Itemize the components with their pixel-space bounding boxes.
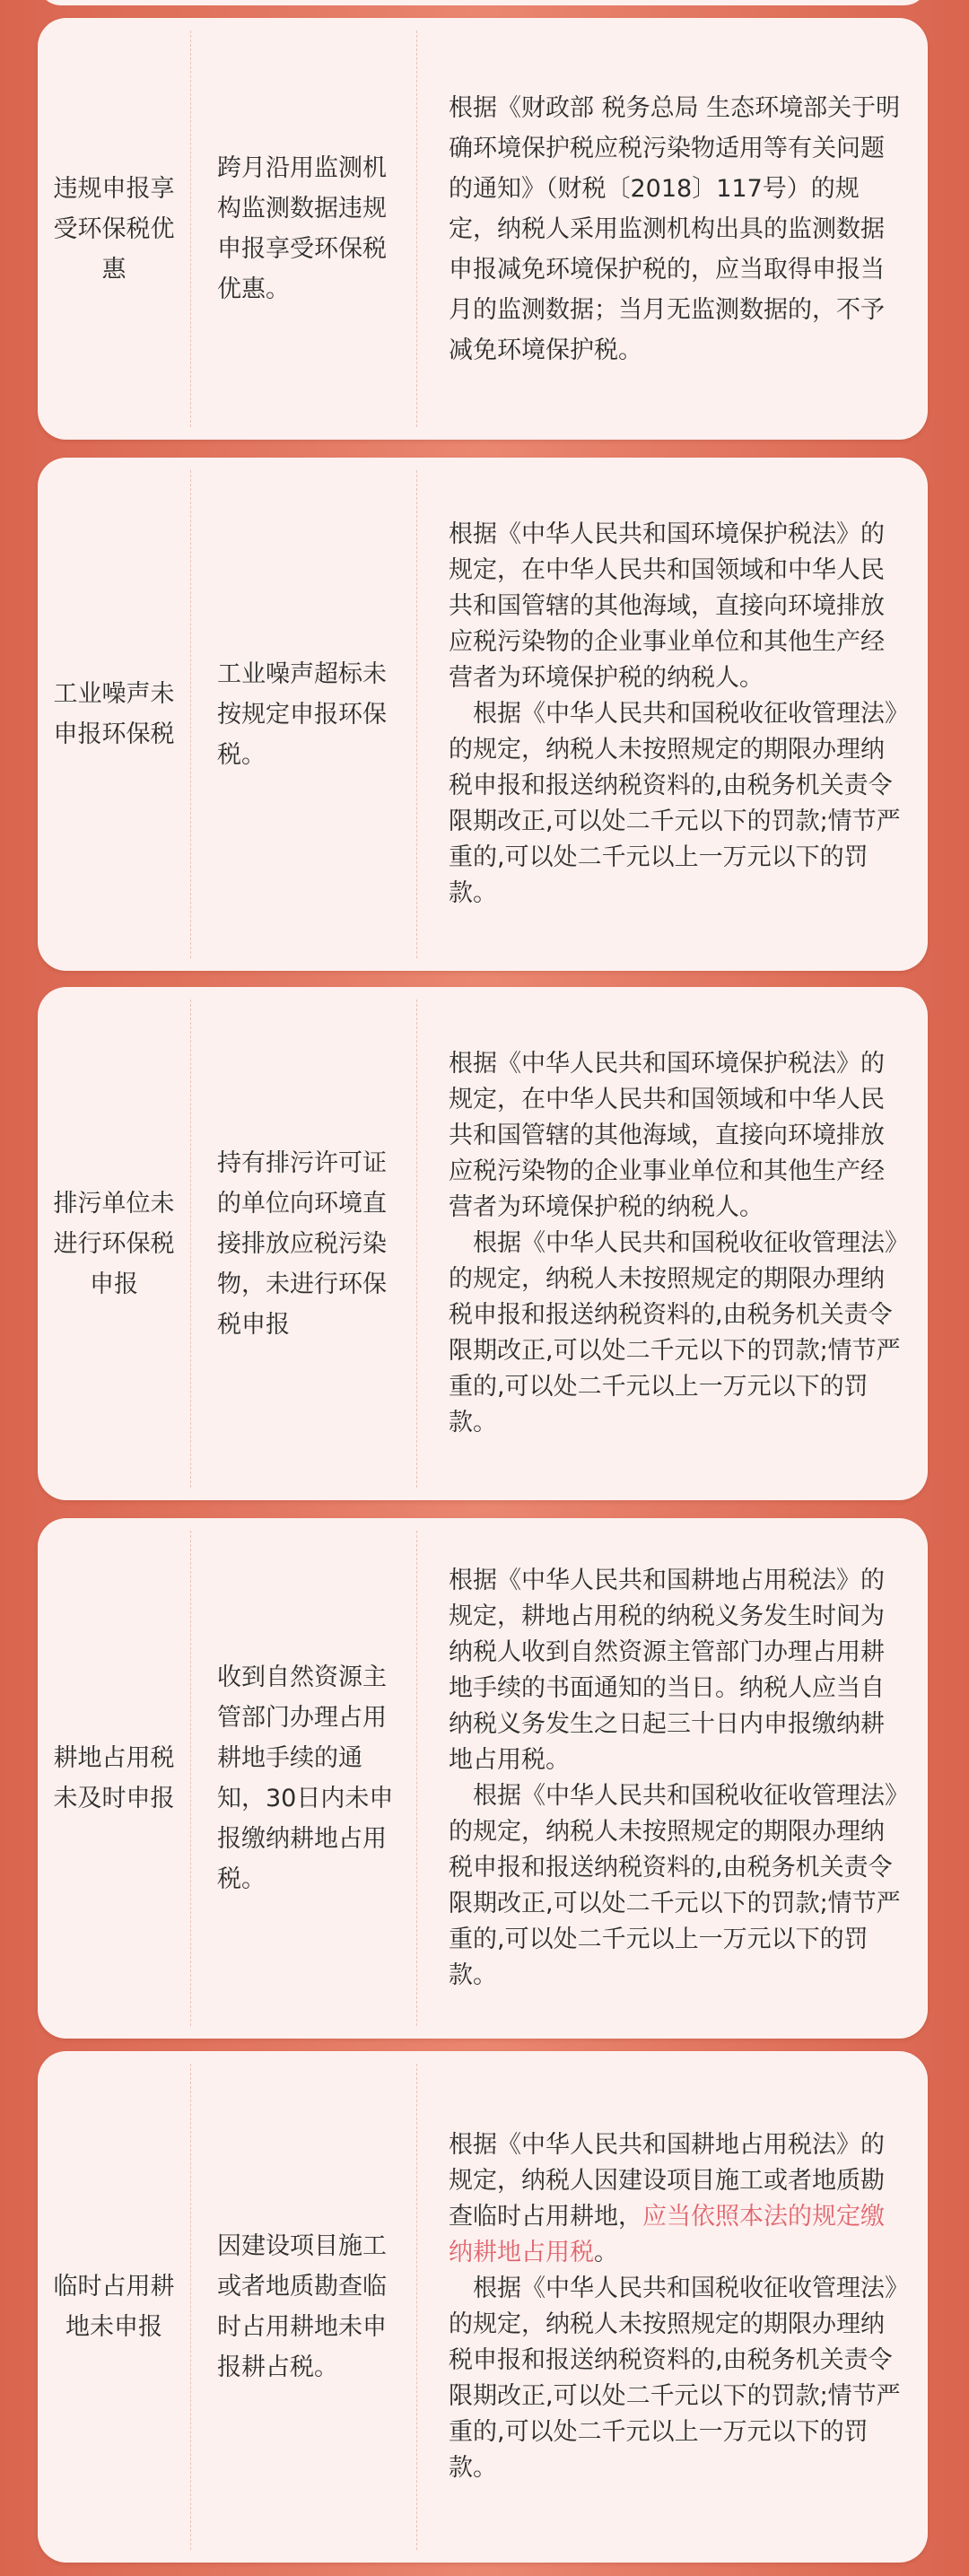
highlighted-clause: 应当依照本法的规定缴纳耕地占用税 [449,2203,885,2266]
violation-name: 工业噪声未申报环保税 [53,680,175,748]
table-row [38,987,928,1500]
legal-basis-paragraph: 根据《中华人民共和国税收征收管理法》的规定，纳税人未按照规定的期限办理纳税申报和报送纳税资料的,由税务机关责令限期改正,可以处二千元以下的罚款;情节严重的,可以处二千元以上一万元以下的罚款。 [449,1782,901,1989]
legal-basis-paragraph: 根据《中华人民共和国耕地占用税法》的规定，耕地占用税的纳税义务发生时间为纳税人收到自然资源主管部门办理占用耕地手续的书面通知的当日。纳税人应当自纳税义务发生之日起三十日内申报缴纳耕地占用税。 [449,1567,885,1774]
legal-basis [416,1518,928,2039]
legal-basis-paragraph: 根据《中华人民共和国耕地占用税法》的规定，纳税人因建设项目施工或者地质勘查临时占用耕地，应当依照本法的规定缴纳耕地占用税。 [449,2131,885,2266]
legal-basis-paragraph: 根据《中华人民共和国环境保护税法》的规定，在中华人民共和国领域和中华人民共和国管辖的其他海域，直接向环境排放应税污染物的企业事业单位和其他生产经营者为环境保护税的纳税人。 [449,1050,885,1221]
violation-description: 因建设项目施工或者地质勘查临时占用耕地未申报耕占税。 [217,2232,387,2381]
table-row [38,18,928,440]
table-row [38,458,928,971]
table-row [38,1518,928,2039]
violation-description: 收到自然资源主管部门办理占用耕地手续的通知，30日内未申报缴纳耕地占用税。 [217,1663,394,1893]
violation-name: 排污单位未进行环保税申报 [53,1189,175,1298]
legal-basis [416,2051,928,2563]
legal-basis-paragraph: 根据《财政部 税务总局 生态环境部关于明确环境保护税应税污染物适用等有关问题的通知》（财税〔2018〕117号）的规定，纳税人采用监测机构出具的监测数据申报减免环境保护税的，应当取得申报当月的监测数据；当月无监测数据的，不予减免环境保护税。 [449,93,901,364]
violation-name: 违规申报享受环保税优惠 [53,174,175,284]
legal-basis [416,18,928,440]
violation-name: 临时占用耕地未申报 [53,2273,175,2341]
legal-basis-paragraph: 根据《中华人民共和国税收征收管理法》的规定，纳税人未按照规定的期限办理纳税申报和报送纳税资料的,由税务机关责令限期改正,可以处二千元以下的罚款;情节严重的,可以处二千元以上一万元以下的罚款。 [449,1229,901,1436]
table-row [38,2051,928,2563]
violation-description: 跨月沿用监测机构监测数据违规申报享受环保税优惠。 [217,154,387,303]
violation-description: 持有排污许可证的单位向环境直接排放应税污染物，未进行环保税申报 [217,1148,387,1339]
violation-name: 耕地占用税未及时申报 [53,1744,175,1812]
previous-card-edge [38,0,928,5]
legal-basis-paragraph: 根据《中华人民共和国环境保护税法》的规定，在中华人民共和国领域和中华人民共和国管辖的其他海域，直接向环境排放应税污染物的企业事业单位和其他生产经营者为环境保护税的纳税人。 [449,520,885,692]
legal-basis [416,458,928,971]
legal-basis-paragraph: 根据《中华人民共和国税收征收管理法》的规定，纳税人未按照规定的期限办理纳税申报和报送纳税资料的,由税务机关责令限期改正,可以处二千元以下的罚款;情节严重的,可以处二千元以上一万元以下的罚款。 [449,2275,901,2482]
legal-basis [416,987,928,1500]
legal-basis-paragraph: 根据《中华人民共和国税收征收管理法》的规定，纳税人未按照规定的期限办理纳税申报和报送纳税资料的,由税务机关责令限期改正,可以处二千元以下的罚款;情节严重的,可以处二千元以上一万元以下的罚款。 [449,700,901,907]
violation-description: 工业噪声超标未按规定申报环保税。 [217,659,387,769]
